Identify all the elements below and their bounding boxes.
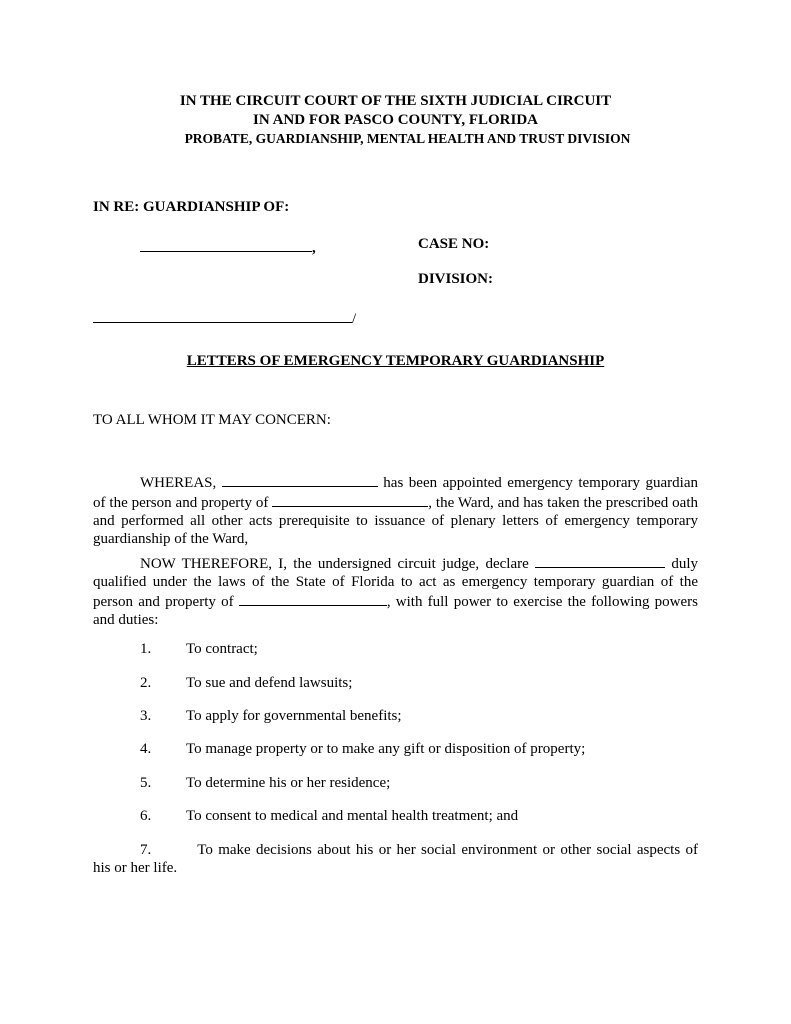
court-heading-line3: PROBATE, GUARDIANSHIP, MENTAL HEALTH AND TRUST DIVISION <box>184 131 631 146</box>
court-heading-line1: IN THE CIRCUIT COURT OF THE SIXTH JUDICIAL CIRCUIT <box>179 93 612 109</box>
power-text: To contract; <box>186 641 258 657</box>
whereas-paragraph <box>93 472 698 548</box>
caption-slash: / <box>352 311 357 327</box>
power-number: 7. <box>140 842 152 858</box>
power-text: To determine his or her residence; <box>186 775 391 791</box>
power-text: To make decisions about his or her social environment or other social aspects of his or her life. <box>93 842 698 876</box>
power-number: 4. <box>140 741 152 757</box>
whereas-text-c: , the Ward, and has taken the prescribed oath and performed all other acts prerequisite to issuance of plenary letters of emergency temporary guardianship of the Ward, <box>93 495 698 547</box>
caption-underline <box>93 307 352 323</box>
caption-closing-line <box>93 307 356 328</box>
power-text: To sue and defend lawsuits; <box>186 675 353 691</box>
name-fill-line[interactable] <box>140 236 312 252</box>
whereas-text-a: WHEREAS, <box>140 475 222 491</box>
power-number: 5. <box>140 775 152 791</box>
division-label: DIVISION: <box>418 271 494 287</box>
ward-name-blank[interactable] <box>272 492 428 507</box>
now-therefore-text-c: , with full power to exercise the following powers and duties: <box>93 594 698 628</box>
power-number: 1. <box>140 641 152 657</box>
power-number: 2. <box>140 675 152 691</box>
power-number: 6. <box>140 808 152 824</box>
now-therefore-paragraph <box>93 553 698 629</box>
guardianship-name-blank <box>140 236 316 257</box>
power-item <box>93 841 698 877</box>
case-number-label: CASE NO: <box>418 236 490 252</box>
ward-property-blank[interactable] <box>239 591 387 606</box>
whereas-text-b: has been appointed emergency temporary guardian of the person and property of <box>93 475 698 511</box>
court-heading-line2: IN AND FOR PASCO COUNTY, FLORIDA <box>252 112 539 128</box>
declared-guardian-blank[interactable] <box>535 553 665 568</box>
power-number: 3. <box>140 708 152 724</box>
in-re-caption: IN RE: GUARDIANSHIP OF: <box>93 199 290 215</box>
salutation: TO ALL WHOM IT MAY CONCERN: <box>93 412 331 428</box>
power-text: To consent to medical and mental health treatment; and <box>186 808 519 824</box>
now-therefore-text-b: duly qualified under the laws of the State of Florida to act as emergency temporary guardian of the person and property of <box>93 556 698 610</box>
power-text: To apply for governmental benefits; <box>186 708 402 724</box>
now-therefore-text-a: NOW THEREFORE, I, the undersigned circuit judge, declare <box>140 556 536 572</box>
name-suffix: , <box>312 240 316 256</box>
power-text: To manage property or to make any gift or disposition of property; <box>186 741 586 757</box>
document-title: LETTERS OF EMERGENCY TEMPORARY GUARDIANSHIP <box>186 353 605 369</box>
guardian-name-blank[interactable] <box>222 472 378 487</box>
